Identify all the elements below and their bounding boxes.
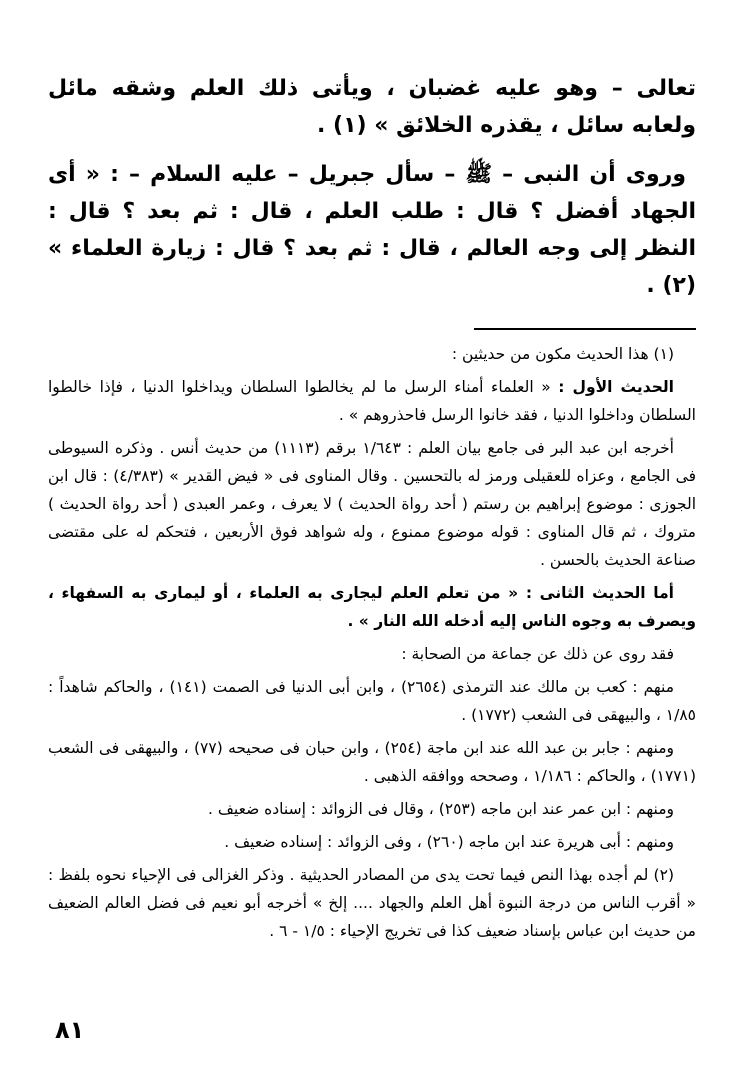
hadith-2-label: أما الحديث الثانى : xyxy=(525,584,674,602)
hadith-1-label: الحديث الأول : xyxy=(558,378,674,396)
page-body xyxy=(48,70,696,950)
hadith-2-text: « من تعلم العلم ليجارى به العلماء ، أو ليمارى به السفهاء ، ويصرف به وجوه الناس إليه أدخله الله النار » . xyxy=(48,584,696,630)
main-text xyxy=(48,70,696,304)
footnote-takhrij: أخرجه ابن عبد البر فى جامع بيان العلم : ١/٦٤٣ برقم (١١١٣) من حديث أنس . وذكره السيوطى فى الجامع ، وعزاه للعقيلى ورمز له بالتحسين . وقال المناوى فى « فيض القدير » (٤/٣٨٣) : قال ابن الجوزى : موضوع إبراهيم بن رستم ( أحد رواة الحديث ) لا يعرف ، وعمر العبدى ( أحد رواة الحديث ) متروك ، ثم قال المناوى : قوله موضوع ممنوع ، وله شواهد فوق الأربعين ، فتحكم له على مقتضى صناعة الحديث بالحسن . xyxy=(48,439,696,569)
footnote-hadith-1 xyxy=(48,373,696,429)
footnote-1-title: (١) هذا الحديث مكون من حديثين : xyxy=(451,345,674,363)
footnote-narrator-2: ومنهم : جابر بن عبد الله عند ابن ماجة (٢٥٤) ، وابن حبان فى صحيحه (٧٧) ، والبيهقى فى الشعب (١٧٧١) ، والحاكم : ١/١٨٦ ، وصححه ووافقه الذهبى . xyxy=(48,739,696,785)
footnote-narrator-4: ومنهم : أبى هريرة عند ابن ماجه (٢٦٠) ، وفى الزوائد : إسناده ضعيف . xyxy=(224,833,674,851)
footnote-hadith-2 xyxy=(48,579,696,635)
footnote-2: (٢) لم أجده بهذا النص فيما تحت يدى من المصادر الحديثية . وذكر الغزالى فى الإحياء نحوه بلفظ : « أقرب الناس من درجة النبوة أهل العلم والجهاد .... إلخ » أخرجه أبو نعيم فى فضل العالم الضعيف من حديث ابن عباس بإسناد ضعيف كذا فى تخريج الإحياء : ١/٥ - ٦ . xyxy=(48,866,696,940)
footnote-sahaba: فقد روى عن ذلك عن جماعة من الصحابة : xyxy=(401,645,674,663)
page-number: ٨١ xyxy=(55,1016,85,1044)
hadith-1-text: « العلماء أمناء الرسل ما لم يخالطوا السلطان ويداخلوا الدنيا ، فإذا خالطوا السلطان وداخلوا الدنيا ، فقد خانوا الرسل فاحذروهم » . xyxy=(48,378,696,424)
footnotes xyxy=(48,340,696,945)
main-paragraph-2: وروى أن النبى – ﷺ – سأل جبريل – عليه السلام – : « أى الجهاد أفضل ؟ قال : طلب العلم ، قال : ثم بعد ؟ قال : النظر إلى وجه العالم ، قال : ثم بعد ؟ قال : زيارة العلماء » (٢) . xyxy=(48,162,696,298)
footnote-narrator-1: منهم : كعب بن مالك عند الترمذى (٢٦٥٤) ، وابن أبى الدنيا فى الصمت (١٤١) ، والحاكم شاهداً : ١/٨٥ ، والبيهقى فى الشعب (١٧٧٢) . xyxy=(48,678,696,724)
footnote-divider xyxy=(474,328,696,330)
footnote-narrator-3: ومنهم : ابن عمر عند ابن ماجه (٢٥٣) ، وقال فى الزوائد : إسناده ضعيف . xyxy=(208,800,674,818)
main-paragraph-1: تعالى – وهو عليه غضبان ، ويأتى ذلك العلم وشقه مائل ولعابه سائل ، يقذره الخلائق » (١) . xyxy=(48,76,696,138)
